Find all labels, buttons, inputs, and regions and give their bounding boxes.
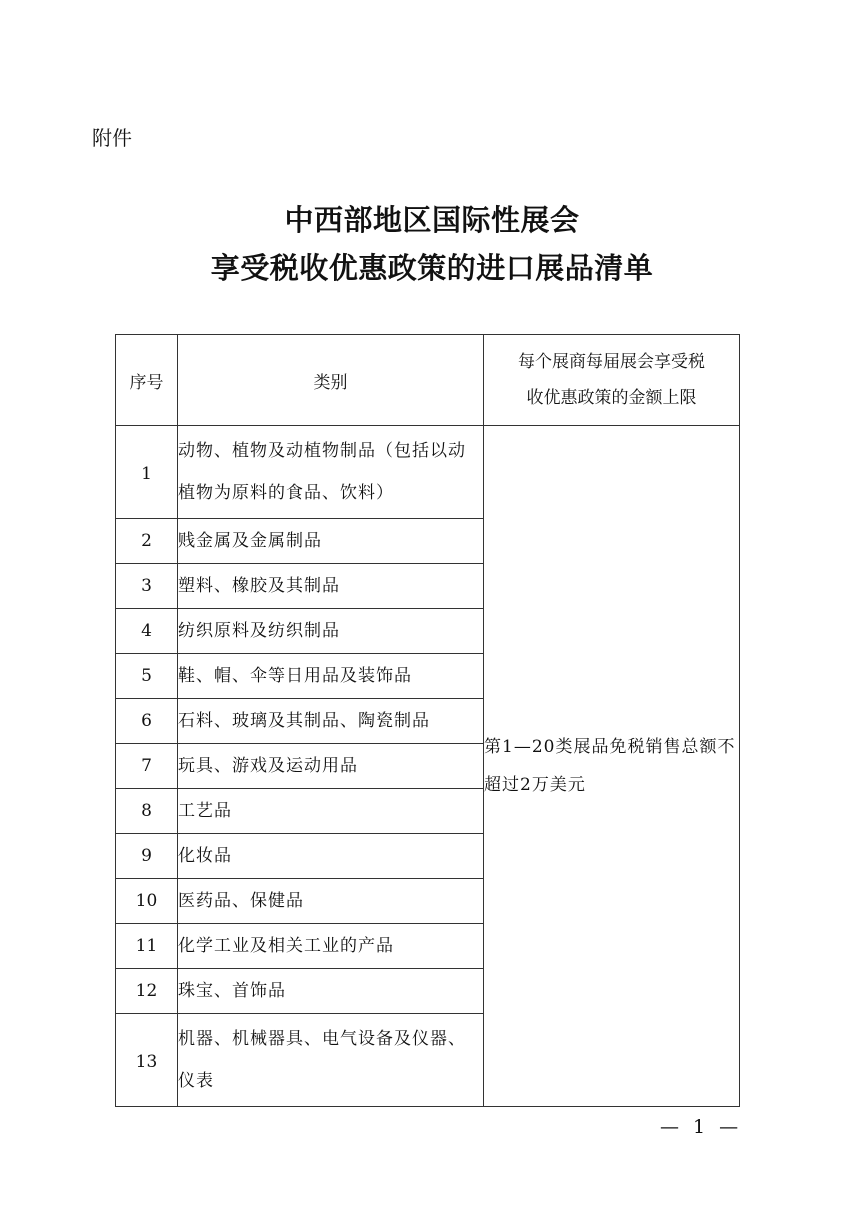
row-category: 塑料、橡胶及其制品 xyxy=(178,564,484,609)
document-title-line2: 享受税收优惠政策的进口展品清单 xyxy=(210,251,654,285)
row-category: 纺织原料及纺织制品 xyxy=(178,609,484,654)
row-index: 7 xyxy=(116,744,178,789)
table-row xyxy=(116,426,740,519)
quota-cell: 第1—20类展品免税销售总额不超过2万美元 xyxy=(484,426,740,1107)
row-category: 化学工业及相关工业的产品 xyxy=(178,924,484,969)
row-category: 贱金属及金属制品 xyxy=(178,519,484,564)
header-limit-line2: 收优惠政策的金额上限 xyxy=(526,388,697,408)
row-category: 石料、玻璃及其制品、陶瓷制品 xyxy=(178,699,484,744)
row-category: 工艺品 xyxy=(178,789,484,834)
row-index: 12 xyxy=(116,969,178,1014)
row-category: 化妆品 xyxy=(178,834,484,879)
page-number: — 1 — xyxy=(660,1116,743,1138)
row-category: 鞋、帽、伞等日用品及装饰品 xyxy=(178,654,484,699)
row-index: 5 xyxy=(116,654,178,699)
row-index: 9 xyxy=(116,834,178,879)
header-category: 类别 xyxy=(178,335,484,426)
row-index: 1 xyxy=(116,426,178,519)
header-limit-line1: 每个展商每届展会享受税 xyxy=(518,352,705,372)
document-title-line1: 中西部地区国际性展会 xyxy=(284,203,580,237)
row-index: 4 xyxy=(116,609,178,654)
row-index: 13 xyxy=(116,1014,178,1107)
row-category: 珠宝、首饰品 xyxy=(178,969,484,1014)
row-category: 医药品、保健品 xyxy=(178,879,484,924)
header-limit xyxy=(484,335,740,426)
table-header-row xyxy=(116,335,740,426)
row-category: 玩具、游戏及运动用品 xyxy=(178,744,484,789)
row-category: 动物、植物及动植物制品（包括以动植物为原料的食品、饮料） xyxy=(178,426,484,519)
header-index: 序号 xyxy=(116,335,178,426)
row-index: 11 xyxy=(116,924,178,969)
attachment-label: 附件 xyxy=(92,126,132,150)
row-category: 机器、机械器具、电气设备及仪器、仪表 xyxy=(178,1014,484,1107)
import-exhibits-table xyxy=(115,334,740,1107)
row-index: 3 xyxy=(116,564,178,609)
row-index: 10 xyxy=(116,879,178,924)
row-index: 2 xyxy=(116,519,178,564)
row-index: 6 xyxy=(116,699,178,744)
row-index: 8 xyxy=(116,789,178,834)
